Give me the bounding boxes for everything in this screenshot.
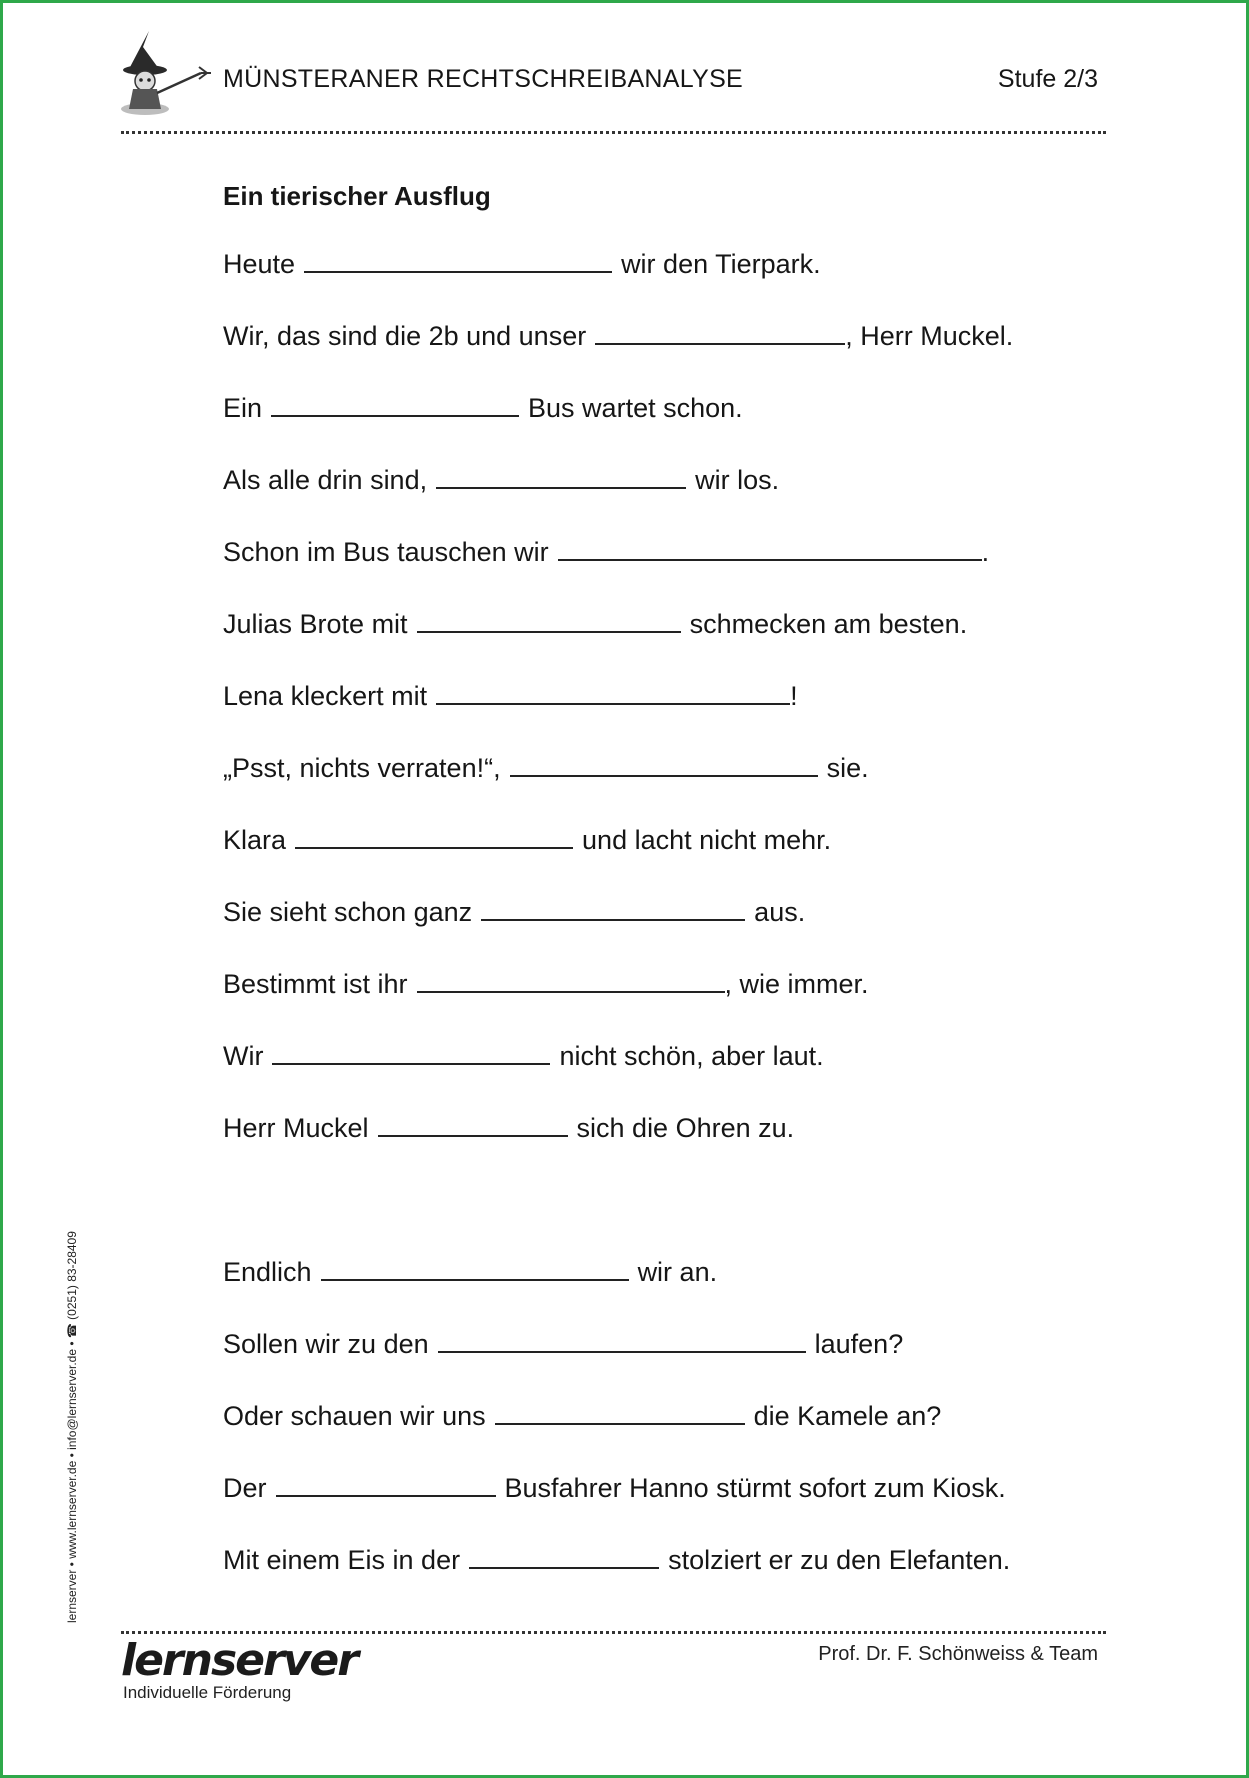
footer-divider — [121, 1631, 1106, 1634]
blank-field[interactable] — [469, 1545, 659, 1569]
blank-field[interactable] — [295, 825, 573, 849]
sentence-10: Sie sieht schon ganz aus. — [223, 897, 806, 927]
blank-field[interactable] — [276, 1473, 496, 1497]
sentence-8: „Psst, nichts verraten!“, sie. — [223, 753, 869, 783]
side-contact-info: lernserver • www.lernserver.de • info@lernserver.de • ☎ (0251) 83-28409 — [65, 1231, 79, 1623]
sentence-14: Endlich wir an. — [223, 1257, 718, 1287]
sentence-1: Heute wir den Tierpark. — [223, 249, 821, 279]
sentence-6: Julias Brote mit schmecken am besten. — [223, 609, 968, 639]
blank-field[interactable] — [271, 393, 519, 417]
sentence-4: Als alle drin sind, wir los. — [223, 465, 780, 495]
header-level: Stufe 2/3 — [997, 65, 1098, 93]
blank-field[interactable] — [321, 1257, 629, 1281]
sentence-18: Mit einem Eis in der stolziert er zu den Elefanten. — [223, 1545, 1011, 1575]
blank-field[interactable] — [495, 1401, 745, 1425]
sentence-13: Herr Muckel sich die Ohren zu. — [223, 1113, 795, 1143]
sentence-17: Der Busfahrer Hanno stürmt sofort zum Kiosk. — [223, 1473, 1006, 1503]
header-title: MÜNSTERANER RECHTSCHREIBANALYSE — [223, 65, 744, 93]
blank-field[interactable] — [436, 681, 790, 705]
blank-field[interactable] — [436, 465, 686, 489]
blank-field[interactable] — [510, 753, 818, 777]
blank-field[interactable] — [438, 1329, 806, 1353]
footer-author: Prof. Dr. F. Schönweiss & Team — [818, 1643, 1098, 1665]
logo-subtitle: Individuelle Förderung — [123, 1683, 292, 1702]
sentence-2: Wir, das sind die 2b und unser , Herr Muckel. — [223, 321, 1014, 351]
blank-field[interactable] — [417, 609, 681, 633]
sentence-11: Bestimmt ist ihr , wie immer. — [223, 969, 869, 999]
sentence-12: Wir nicht schön, aber laut. — [223, 1041, 824, 1071]
blank-field[interactable] — [304, 249, 612, 273]
blank-field[interactable] — [378, 1113, 568, 1137]
sentence-15: Sollen wir zu den laufen? — [223, 1329, 904, 1359]
blank-field[interactable] — [417, 969, 725, 993]
blank-field[interactable] — [481, 897, 745, 921]
blank-field[interactable] — [558, 537, 982, 561]
sentence-5: Schon im Bus tauschen wir . — [223, 537, 990, 567]
sentence-16: Oder schauen wir uns die Kamele an? — [223, 1401, 942, 1431]
lernserver-logo: lernserver — [121, 1635, 357, 1686]
blank-field[interactable] — [595, 321, 845, 345]
sentence-3: Ein Bus wartet schon. — [223, 393, 743, 423]
header-divider — [121, 131, 1106, 134]
blank-field[interactable] — [272, 1041, 550, 1065]
sentence-9: Klara und lacht nicht mehr. — [223, 825, 832, 855]
worksheet-title: Ein tierischer Ausflug — [223, 181, 491, 211]
sentence-7: Lena kleckert mit ! — [223, 681, 798, 711]
wizard-illustration — [115, 29, 215, 117]
